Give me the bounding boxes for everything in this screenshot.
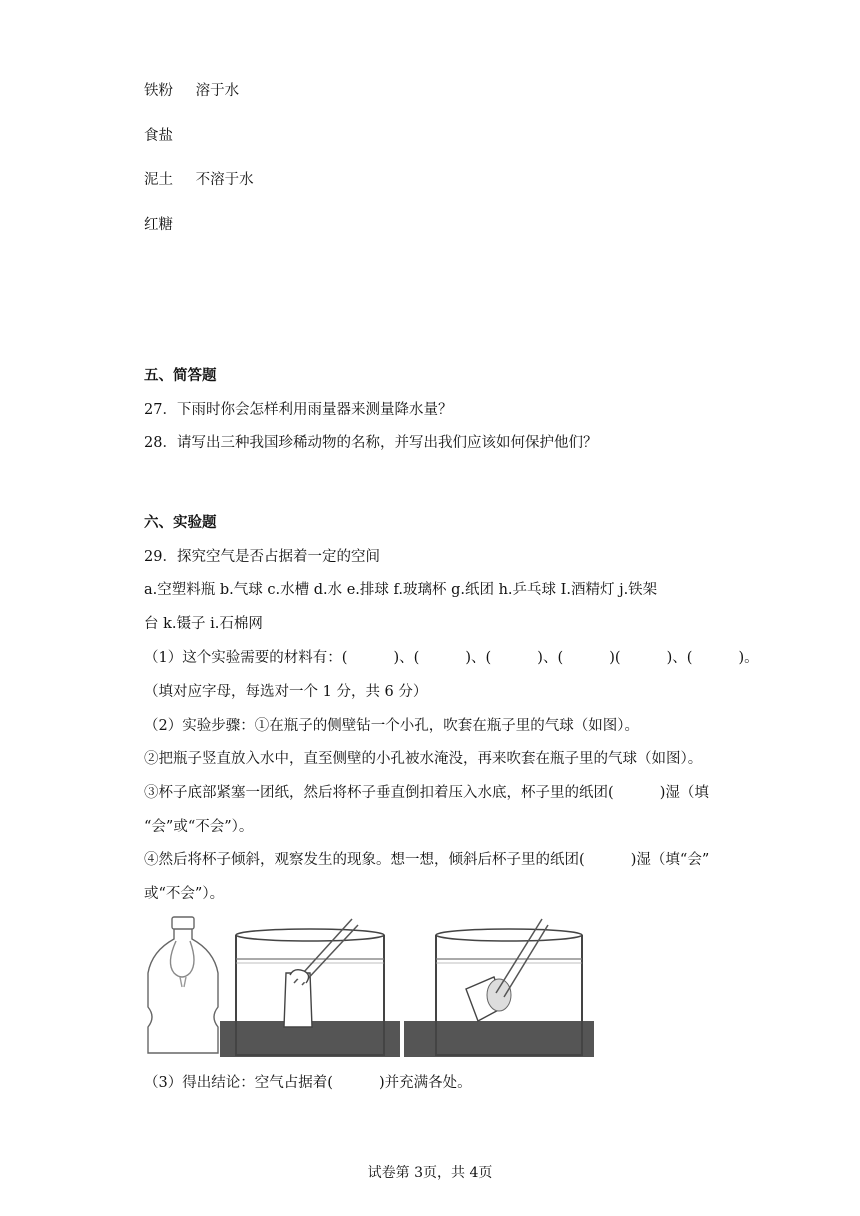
water-tank-upright-cup-figure [220, 919, 400, 1057]
materials-line-2: 台 k.镊子 i.石棉网 [144, 616, 263, 632]
step-3-line-1: ③杯子底部紧塞一团纸，然后将杯子垂直倒扣着压入水底，杯子里的纸团( )湿（填 [144, 785, 709, 801]
item-iron-powder [144, 79, 239, 100]
item-soil [144, 168, 254, 189]
item-salt [144, 124, 173, 145]
item-answer: 不溶于水 [195, 172, 254, 188]
item-brown-sugar [144, 213, 173, 234]
step-2: ②把瓶子竖直放入水中，直至侧壁的小孔被水淹没，再来吹套在瓶子里的气球（如图）。 [144, 751, 703, 767]
step-4-line-2: 或“不会”）。 [144, 886, 225, 902]
question-27: 27．下雨时你会怎样利用雨量器来测量降水量？ [144, 402, 453, 418]
part-1: （1）这个实验需要的材料有：( )、( )、( )、( )( )、( )。 [144, 650, 759, 666]
item-name: 泥土 [144, 172, 173, 188]
item-name: 食盐 [144, 128, 173, 144]
item-answer: 溶于水 [195, 83, 240, 99]
page-footer: 试卷第 3页，共 4页 [367, 1165, 493, 1181]
item-name: 铁粉 [144, 83, 173, 99]
experiment-figures [144, 915, 594, 1057]
part-1-note: （填对应字母，每选对一个 1 分，共 6 分） [144, 684, 428, 700]
part-3: （3）得出结论：空气占据着( )并充满各处。 [144, 1075, 472, 1091]
item-name: 红糖 [144, 217, 173, 233]
part-2: （2）实验步骤：①在瓶子的侧壁钻一个小孔，吹套在瓶子里的气球（如图）。 [144, 718, 639, 734]
section-5-heading: 五、简答题 [144, 367, 217, 384]
question-29-title: 29．探究空气是否占据着一定的空间 [144, 549, 380, 565]
section-6-heading: 六、实验题 [144, 514, 217, 531]
question-28: 28．请写出三种我国珍稀动物的名称，并写出我们应该如何保护他们？ [144, 435, 598, 451]
materials-line-1: a.空塑料瓶 b.气球 c.水槽 d.水 e.排球 f.玻璃杯 g.纸团 h.乒乓球 I.酒精灯 j.铁架 [144, 582, 658, 598]
bottle-with-balloon-figure [148, 917, 218, 1053]
step-3-line-2: “会”或“不会”）。 [144, 819, 254, 835]
water-tank-tilted-cup-figure [404, 919, 594, 1057]
step-4-line-1: ④然后将杯子倾斜，观察发生的现象。想一想，倾斜后杯子里的纸团( )湿（填“会” [144, 852, 710, 868]
